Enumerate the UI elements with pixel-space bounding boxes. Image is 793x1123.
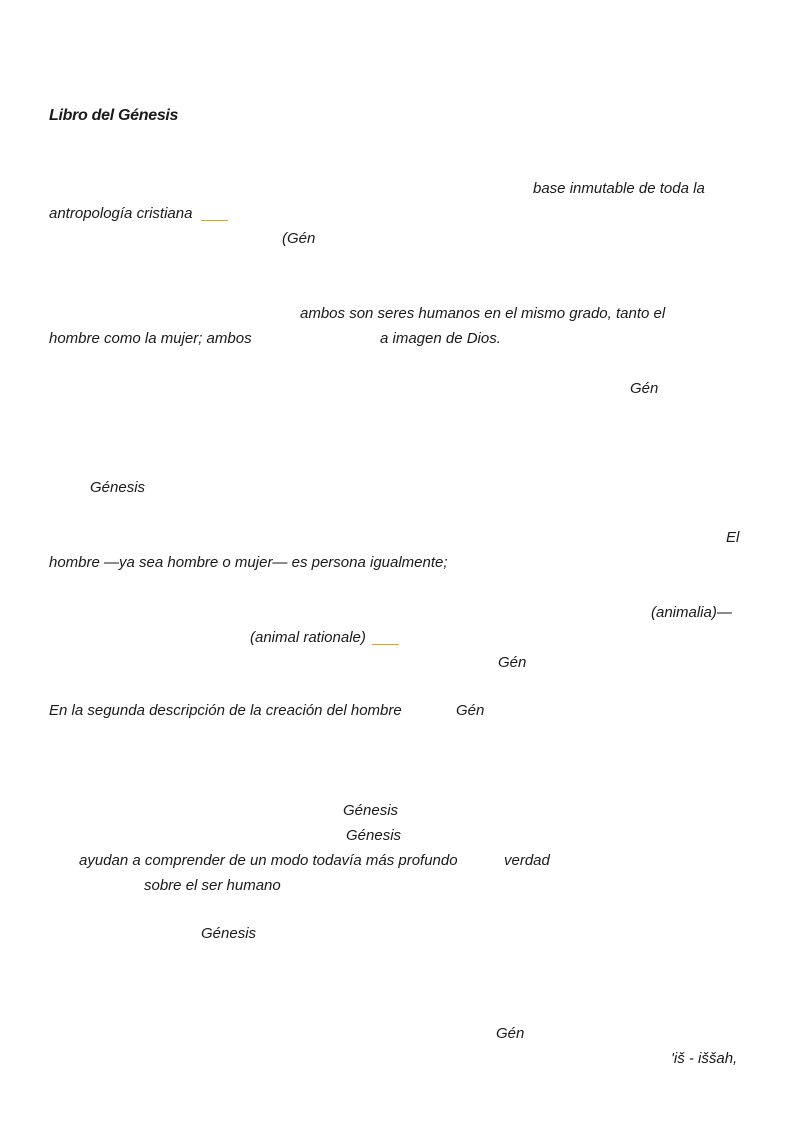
text-fragment: Gén [630,380,659,397]
text-fragment: antropología cristiana [49,205,193,222]
text-fragment: hombre como la mujer; ambos [49,330,252,347]
text-fragment: Gén [456,702,485,719]
text-fragment: En la segunda descripción de la creación del hombre [49,702,402,719]
text-fragment: Génesis [346,827,402,844]
text-fragment: 'iš - iššah, [671,1050,738,1067]
text-fragment: ayudan a comprender de un modo todavía más profundo [79,852,458,869]
text-fragment: a imagen de Dios. [380,330,501,347]
text-fragment: Gén [496,1025,525,1042]
text-fragment: sobre el ser humano [144,877,281,894]
text-fragment: (animalia)— [651,604,732,621]
text-fragment: (Gén [282,230,316,247]
footnote-underline [201,220,228,221]
footnote-underline [372,644,399,645]
text-fragment: Génesis [90,479,146,496]
text-fragment: El [726,529,740,546]
text-fragment: base inmutable de toda la [533,180,705,197]
text-fragment: Génesis [201,925,257,942]
document-title: Libro del Génesis [49,107,179,124]
text-fragment: Gén [498,654,527,671]
text-fragment: hombre —ya sea hombre o mujer— es persona igualmente; [49,554,448,571]
text-fragment: ambos son seres humanos en el mismo grado, tanto el [300,305,666,322]
text-fragment: verdad [504,852,550,869]
text-fragment: Génesis [343,802,399,819]
text-fragment: (animal rationale) [250,629,366,646]
